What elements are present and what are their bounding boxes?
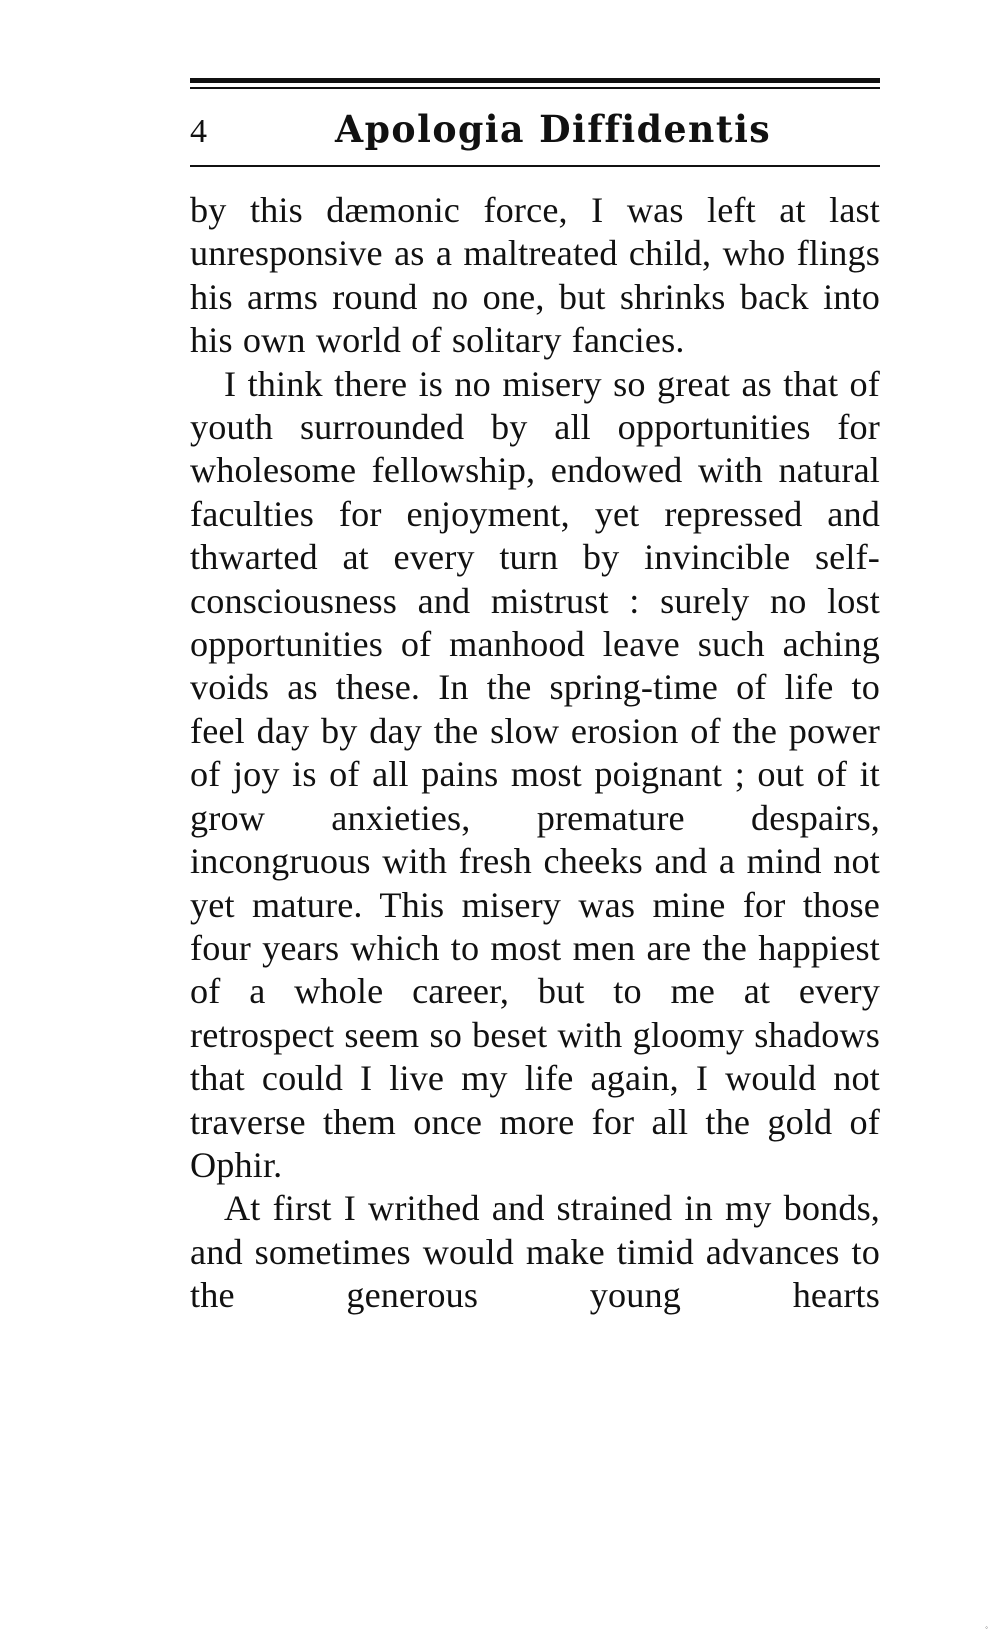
- paragraph-3: At first I writhed and strained in my bonds, and sometimes would make timid advances to the generous young hearts: [190, 1188, 880, 1316]
- running-head: [190, 89, 880, 165]
- paragraph-1: by this dæmonic force, I was left at last unresponsive as a maltreated child, who flings his arms round no one, but shrinks back into his own world of solitary fancies.: [190, 190, 880, 361]
- body-text: [190, 189, 880, 1318]
- running-title: Apologia Diffidentis: [335, 107, 772, 151]
- page-number: 4: [190, 113, 207, 150]
- header-underline-rule: [190, 165, 880, 167]
- paragraph-2: I think there is no misery so great as that of youth surrounded by all opportunities for wholesome fellowship, endowed with natural faculties for enjoyment, yet repressed and thwarted at every turn by invincible self-consciousness and mistrust : surely no lost opportunities of manhood leave such aching voids as these. In the spring-time of life to feel day by day the slow erosion of the power of joy is of all pains most poignant ; out of it grow anxieties, premature despairs, incongruous with fresh cheeks and a mind not yet mature. This misery was mine for those four years which to most men are the happiest of a whole career, but to me at every retrospect seem so beset with gloomy shadows that could I live my life again, I would not traverse them once more for all the gold of Ophir.: [190, 363, 880, 1185]
- scan-mark: ◦: [985, 1623, 988, 1632]
- book-page: [190, 78, 880, 1318]
- header-rule-thick: [190, 78, 880, 83]
